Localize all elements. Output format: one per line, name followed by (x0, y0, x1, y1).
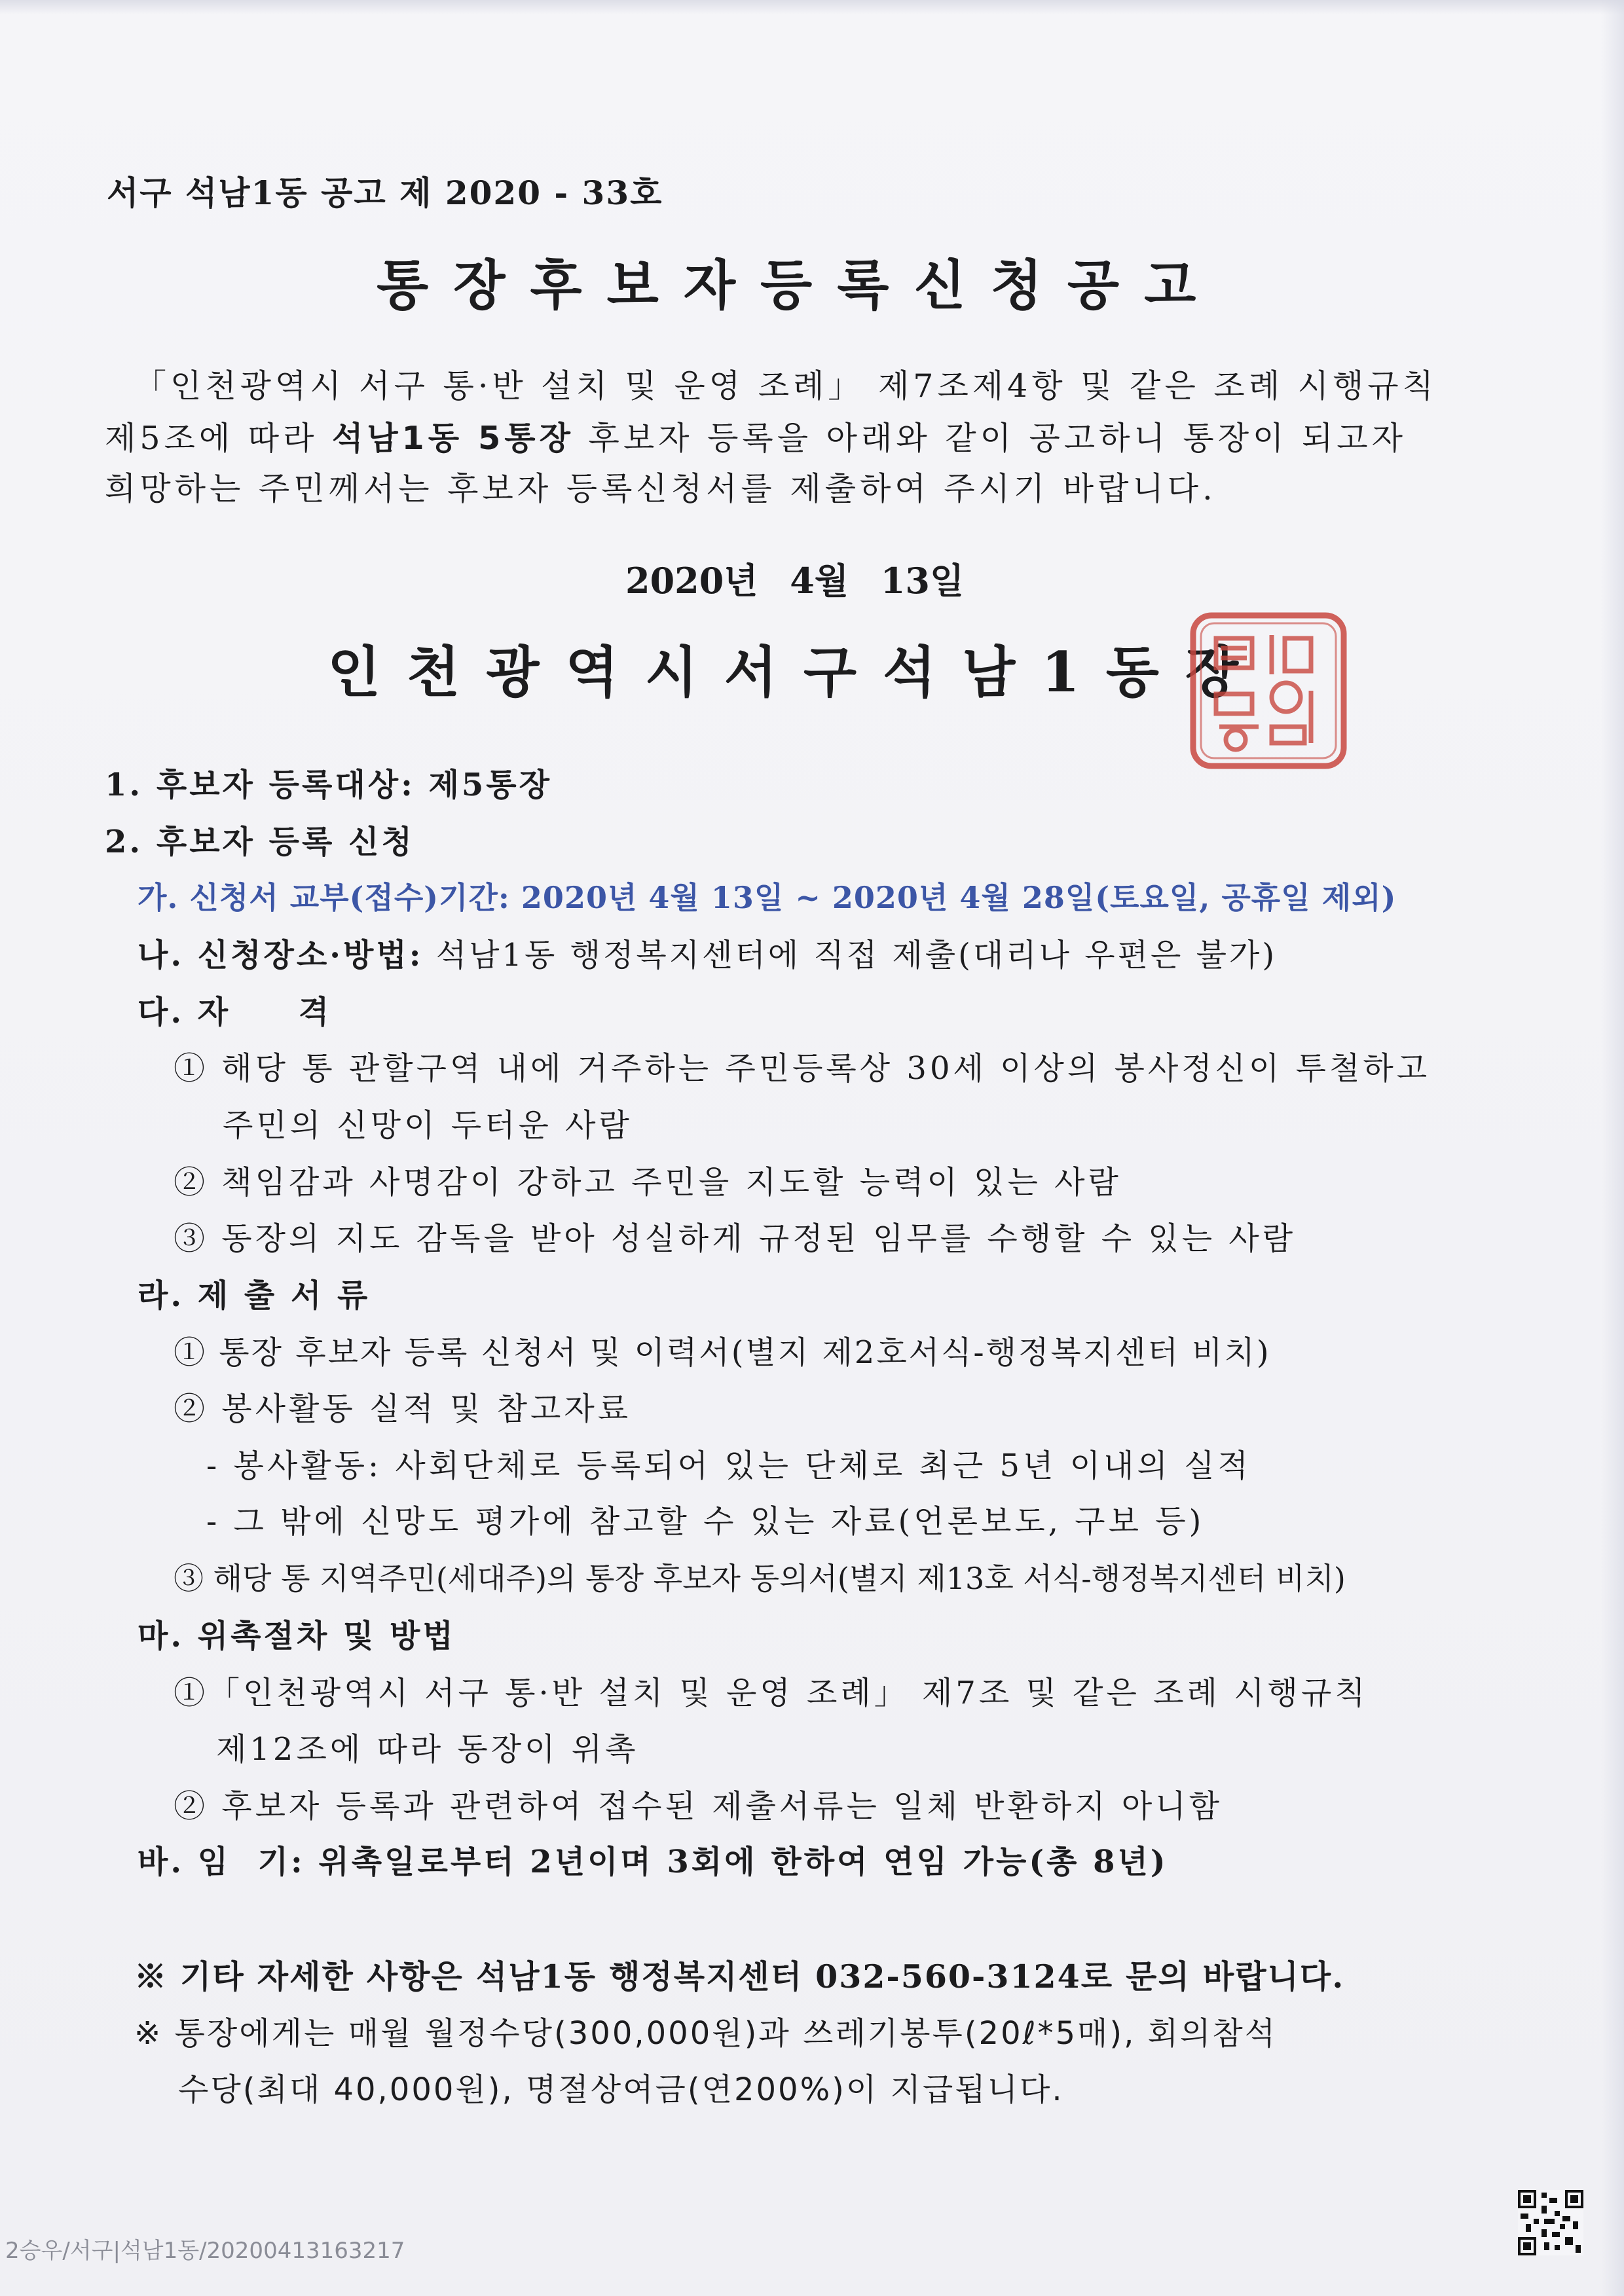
item-ra-2b: - 그 밖에 신망도 평가에 참고할 수 있는 자료(언론보도, 구보 등) (206, 1503, 1205, 1540)
note-contact: ※ 기타 자세한 사항은 석남1동 행정복지센터 032-560-3124로 문의 바랍니다. (134, 1958, 1345, 1995)
item-ra-2: ② 봉사활동 실적 및 참고자료 (174, 1391, 632, 1427)
item-da-1b: 주민의 신망이 두터운 사람 (223, 1107, 633, 1144)
item-na (138, 937, 1278, 974)
item-na-label: 나. 신청장소·방법: (138, 937, 424, 974)
scan-edge-right (1601, 0, 1624, 2296)
item-ma-heading: 마. 위촉절차 및 방법 (138, 1618, 456, 1654)
item-ma-2: ② 후보자 등록과 관련하여 접수된 제출서류는 일체 반환하지 아니함 (174, 1788, 1223, 1825)
item-da-1a: ① 해당 통 관할구역 내에 거주하는 주민등록상 30세 이상의 봉사정신이 투철하고 (174, 1050, 1431, 1087)
item-na-text: 석남1동 행정복지센터에 직접 제출(대리나 우편은 불가) (423, 937, 1278, 974)
item-ba-term: 바. 임 기: 위촉일로부터 2년이며 3회에 한하여 연임 가능(총 8년) (138, 1844, 1168, 1880)
official-seal-icon (1187, 609, 1350, 773)
section-2: 2. 후보자 등록 신청 (105, 824, 415, 860)
note-allowance-2: 수당(최대 40,000원), 명절상여금(연200%)이 지급됩니다. (178, 2071, 1064, 2108)
scan-edge-top (0, 0, 1624, 14)
intro-line-2 (105, 420, 1407, 457)
item-ga-period: 가. 신청서 교부(접수)기간: 2020년 4월 13일 ~ 2020년 4월 28일(토요일, 공휴일 제외) (138, 880, 1397, 915)
notice-date: 2020년 4월 13일 (625, 560, 965, 602)
footer-document-id: 2승우/서구|석남1동/20200413163217 (5, 2238, 405, 2264)
qr-code-icon (1518, 2190, 1583, 2255)
item-da-3: ③ 동장의 지도 감독을 받아 성실하게 규정된 임무를 수행할 수 있는 사람 (174, 1220, 1297, 1257)
intro-line-3: 희망하는 주민께서는 후보자 등록신청서를 제출하여 주시기 바랍니다. (105, 470, 1217, 507)
issuer-name: 인천광역시서구석남1동장 (327, 640, 1265, 704)
intro-line-2-bold: 석남1동 5통장 (332, 420, 574, 457)
item-da-heading: 다. 자 격 (138, 994, 332, 1030)
intro-line-2-post: 후보자 등록을 아래와 같이 공고하니 통장이 되고자 (574, 420, 1407, 457)
notice-number: 서구 석남1동 공고 제 2020 - 33호 (107, 173, 663, 212)
item-ra-3: ③ 해당 통 지역주민(세대주)의 통장 후보자 동의서(별지 제13호 서식-행정복지센터 비치) (174, 1561, 1346, 1596)
item-ra-heading: 라. 제 출 서 류 (138, 1277, 371, 1314)
item-da-2: ② 책임감과 사명감이 강하고 주민을 지도할 능력이 있는 사람 (174, 1164, 1122, 1201)
intro-line-2-pre: 제5조에 따라 (105, 420, 332, 457)
note-allowance-1: ※ 통장에게는 매월 월정수당(300,000원)과 쓰레기봉투(20ℓ*5매), 회의참석 (134, 2015, 1278, 2052)
document-title: 통장후보자등록신청공고 (377, 254, 1221, 317)
item-ma-1b: 제12조에 따라 동장이 위촉 (216, 1731, 639, 1768)
item-ra-2a: - 봉사활동: 사회단체로 등록되어 있는 단체로 최근 5년 이내의 실적 (206, 1448, 1251, 1484)
item-ma-1a: ①「인천광역시 서구 통·반 설치 및 운영 조례」 제7조 및 같은 조례 시행규칙 (174, 1675, 1369, 1711)
section-1: 1. 후보자 등록대상: 제5통장 (105, 767, 553, 803)
intro-line-1: 「인천광역시 서구 통·반 설치 및 운영 조례」 제7조제4항 및 같은 조례 시행규칙 (134, 367, 1437, 405)
item-ra-1: ① 통장 후보자 등록 신청서 및 이력서(별지 제2호서식-행정복지센터 비치) (174, 1334, 1271, 1371)
